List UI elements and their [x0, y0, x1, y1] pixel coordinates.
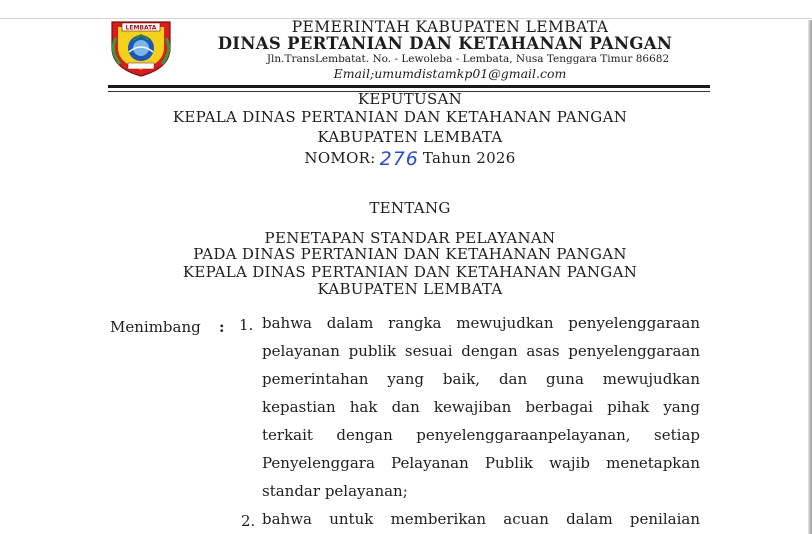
considering-item-line: pelayanan publik sesuai dengan asas penyelenggaraan — [262, 342, 700, 360]
letterhead-email: Email;umumdistamkp01@gmail.com — [333, 66, 567, 81]
logo-lettering: LEMBATA — [125, 24, 157, 32]
considering-item-line: kepastian hak dan kewajiban berbagai pihak yang — [262, 398, 700, 416]
decree-issuer-line1: KEPALA DINAS PERTANIAN DAN KETAHANAN PANGAN — [172, 108, 628, 126]
considering-item-line: pemerintahan yang baik, dan guna mewujudkan — [262, 370, 700, 388]
decree-number-handwritten: 276 — [379, 148, 419, 170]
decree-type: KEPUTUSAN — [357, 90, 463, 108]
subject-line1: PENETAPAN STANDAR PELAYANAN — [264, 229, 556, 247]
considering-item-line: bahwa untuk memberikan acuan dalam penilaian — [262, 510, 700, 528]
letterhead-department: DINAS PERTANIAN DAN KETAHANAN PANGAN — [217, 34, 673, 53]
decree-number-label: NOMOR: — [304, 149, 376, 167]
considering-item-line: bahwa dalam rangka mewujudkan penyelenggaraan — [262, 314, 700, 332]
letterhead-address: Jln.TransLembatat. No. - Lewoleba - Lembata, Nusa Tenggara Timur 86682 — [266, 53, 670, 65]
scan-top-edge — [0, 0, 812, 19]
subject-line4: KABUPATEN LEMBATA — [317, 280, 503, 298]
considering-item-number: 2. — [241, 512, 256, 530]
considering-item-line: standar pelayanan; — [262, 482, 408, 500]
subject-line3: KEPALA DINAS PERTANIAN DAN KETAHANAN PANGAN — [182, 263, 638, 281]
decree-issuer-line2: KABUPATEN LEMBATA — [317, 128, 503, 146]
subject-heading: TENTANG — [369, 199, 451, 217]
subject-line2: PADA DINAS PERTANIAN DAN KETAHANAN PANGAN — [193, 245, 627, 263]
considering-item-line: Penyelenggara Pelayanan Publik wajib menetapkan — [262, 454, 700, 472]
regency-logo — [104, 18, 178, 78]
decree-year: Tahun 2026 — [422, 149, 516, 167]
letterhead-government: PEMERINTAH KABUPATEN LEMBATA — [291, 18, 609, 36]
scan-right-edge — [808, 20, 812, 534]
considering-colon: : — [219, 318, 225, 336]
decree-number-line — [120, 146, 700, 168]
considering-item-number: 1. — [239, 316, 254, 334]
considering-item-line: terkait dengan penyelenggaraanpelayanan, setiap — [262, 426, 700, 444]
letterhead-rule-thick — [108, 85, 710, 88]
considering-label: Menimbang — [110, 318, 201, 336]
